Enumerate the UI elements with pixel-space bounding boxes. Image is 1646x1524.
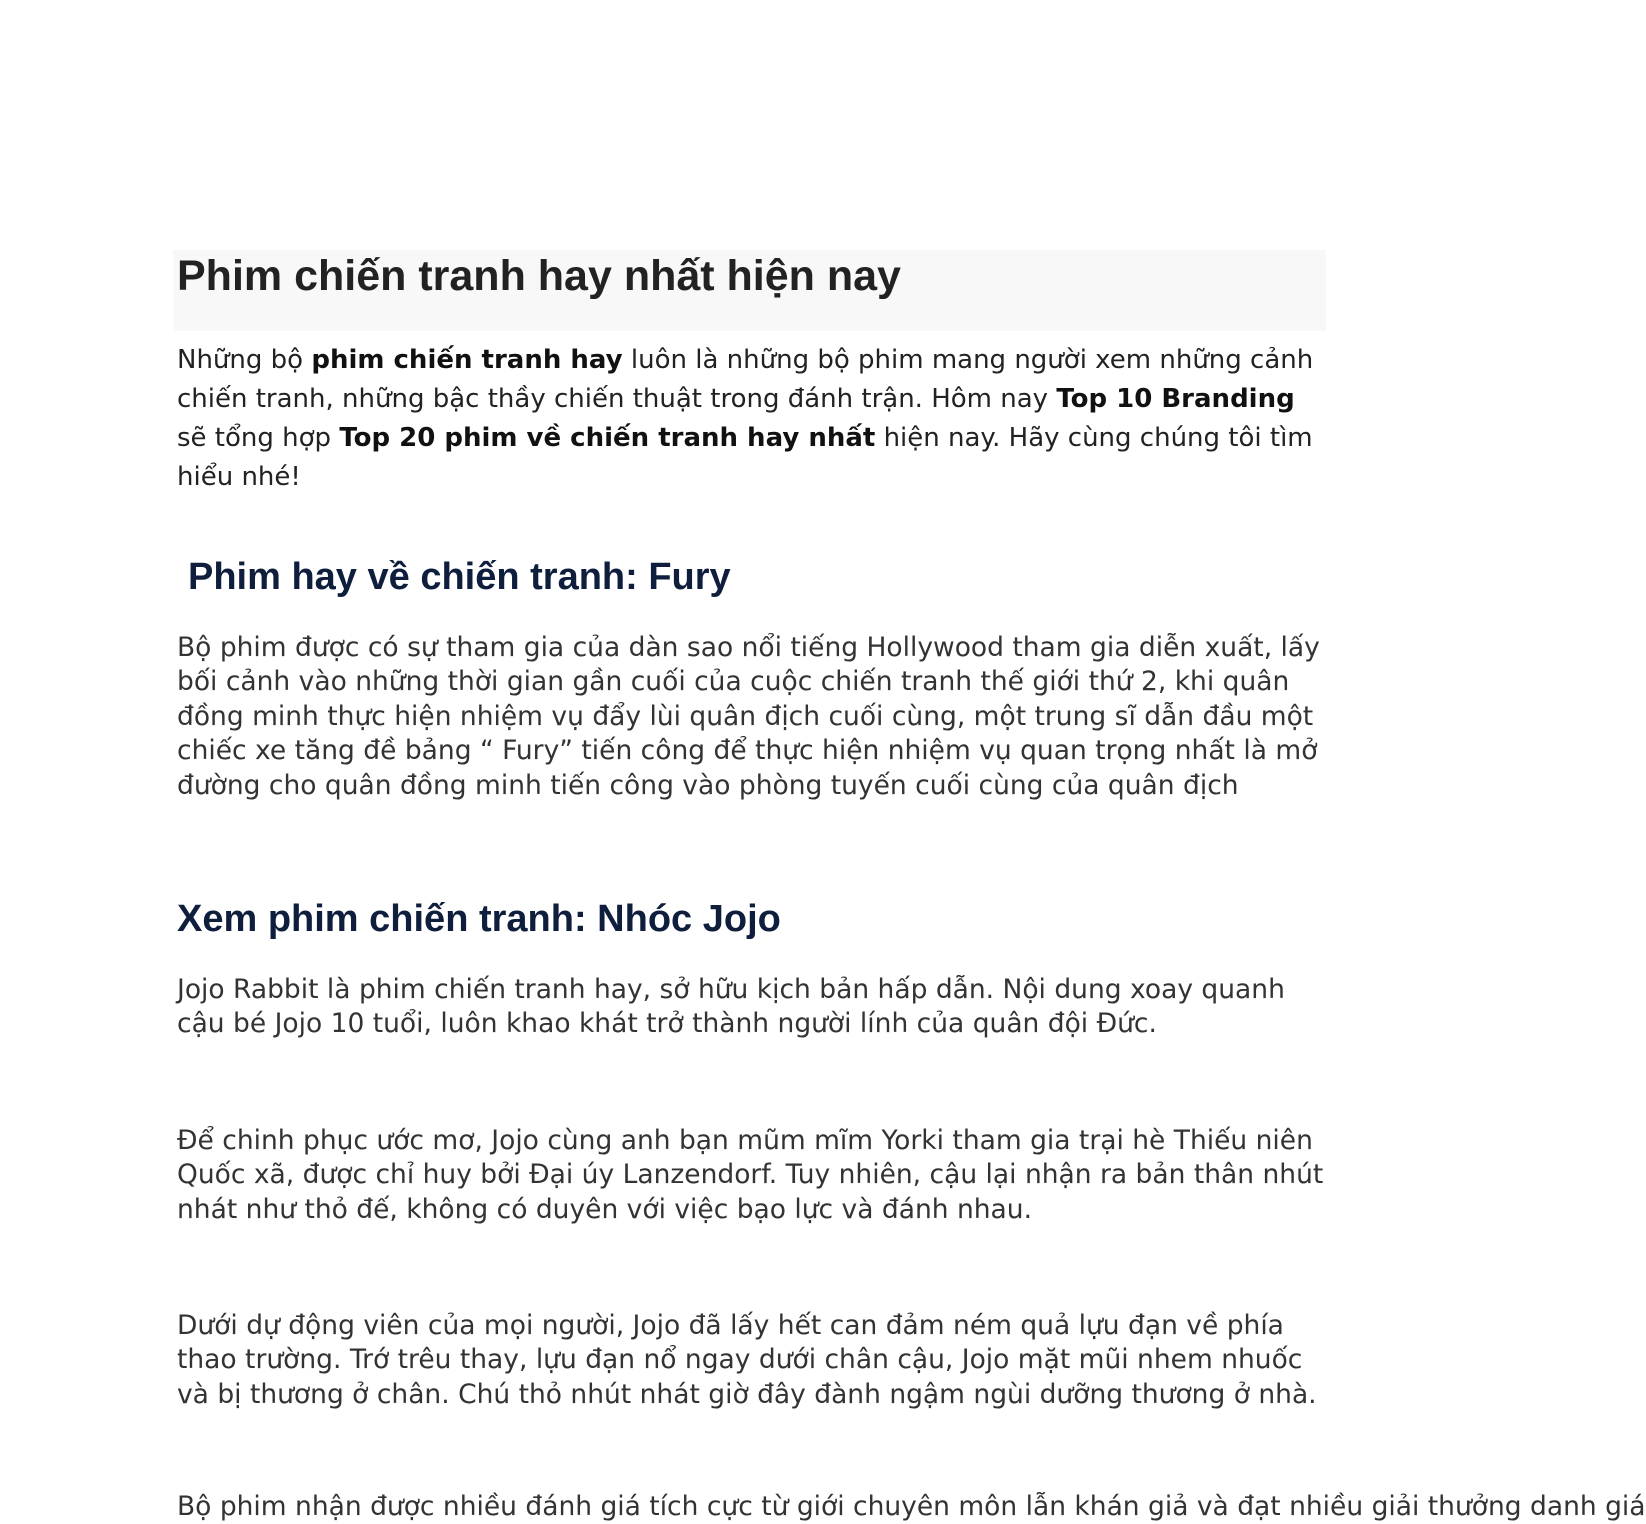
- section-paragraph-jojo-2: Để chinh phục ước mơ, Jojo cùng anh bạn mũm mĩm Yorki tham gia trại hè Thiếu niên Quốc xã, được chỉ huy bởi Đại úy Lanzendorf. Tuy nhiên, cậu lại nhận ra bản thân nhút nhát như thỏ đế, không có duyên với việc bạo lực và đánh nhau.: [177, 1125, 1324, 1225]
- section-paragraph-jojo-3: Dưới dự động viên của mọi người, Jojo đã lấy hết can đảm ném quả lựu đạn về phía thao trường. Trớ trêu thay, lựu đạn nổ ngay dưới chân cậu, Jojo mặt mũi nhem nhuốc và bị thương ở chân. Chú thỏ nhút nhát giờ đây đành ngậm ngùi dưỡng thương ở nhà.: [177, 1310, 1317, 1410]
- intro-bold-2: Top 10 Branding: [1056, 384, 1295, 414]
- intro-text-1: Những bộ: [177, 345, 312, 375]
- intro-text-4: hiện nay. Hãy cùng chúng tôi tìm hiểu nhé!: [177, 423, 1313, 492]
- section-heading-jojo: Xem phim chiến tranh: Nhóc Jojo: [177, 898, 781, 940]
- cutoff-text: Bộ phim nhận được nhiều đánh giá tích cực từ giới chuyên môn lẫn khán giả và đạt nhiều giải thưởng danh giá: [177, 1491, 1646, 1522]
- section-paragraph-jojo-1: Jojo Rabbit là phim chiến tranh hay, sở hữu kịch bản hấp dẫn. Nội dung xoay quanh cậu bé Jojo 10 tuổi, luôn khao khát trở thành người lính của quân đội Đức.: [177, 974, 1285, 1040]
- section-paragraph-fury: Bộ phim được có sự tham gia của dàn sao nổi tiếng Hollywood tham gia diễn xuất, lấy bối cảnh vào những thời gian gần cuối của cuộc chiến tranh thế giới thứ 2, khi quân đồng minh thực hiện nhiệm vụ đẩy lùi quân địch cuối cùng, một trung sĩ dẫn đầu một chiếc xe tăng đề bảng “ Fury” tiến công để thực hiện nhiệm vụ quan trọng nhất là mở đường cho quân đồng minh tiến công vào phòng tuyến cuối cùng của quân địch: [177, 632, 1320, 801]
- cutoff-text-line: [177, 1491, 1646, 1522]
- section-heading-fury: Phim hay về chiến tranh: Fury: [188, 556, 731, 598]
- document-title: Phim chiến tranh hay nhất hiện nay: [177, 252, 901, 300]
- intro-bold-1: phim chiến tranh hay: [311, 345, 623, 375]
- intro-paragraph: [177, 341, 1327, 497]
- intro-text-3: sẽ tổng hợp: [177, 423, 340, 453]
- intro-bold-3: Top 20 phim về chiến tranh hay nhất: [339, 423, 876, 453]
- intro-text-2: luôn là những bộ phim mang người xem những cảnh chiến tranh, những bậc thầy chiến thuật trong đánh trận. Hôm nay: [177, 345, 1314, 414]
